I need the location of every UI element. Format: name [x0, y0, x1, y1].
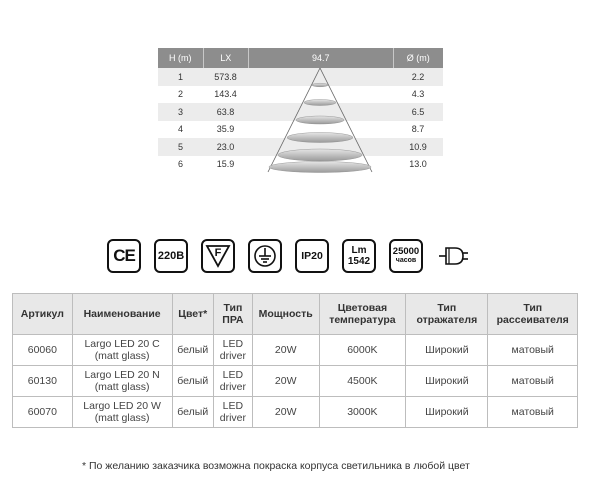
col-article: Артикул	[13, 294, 73, 335]
article-cell: 60070	[13, 397, 73, 428]
article-cell: 60060	[13, 335, 73, 366]
ground-icon	[248, 239, 282, 273]
f-mark-icon: F	[201, 239, 235, 273]
power-cell: 20W	[252, 366, 319, 397]
diameter-cell: 8.7	[411, 124, 425, 135]
color-cell: белый	[172, 397, 213, 428]
photometric-table	[158, 48, 443, 173]
temperature-cell: 6000K	[319, 335, 406, 366]
height-cell: 5	[177, 141, 183, 152]
col-power: Мощность	[252, 294, 319, 335]
photometric-row	[158, 156, 443, 174]
diameter-cell: 6.5	[411, 106, 425, 117]
col-reflector: Тип отражателя	[406, 294, 488, 335]
reflector-cell: Широкий	[406, 366, 488, 397]
lux-cell: 15.9	[216, 159, 235, 170]
diameter-cell: 10.9	[409, 141, 427, 152]
name-cell: Largo LED 20 C (matt glass)	[72, 335, 172, 366]
photometric-row	[158, 138, 443, 156]
header-angle: 94.7	[248, 48, 392, 68]
col-temperature: Цветовая температура	[319, 294, 406, 335]
table-row	[13, 335, 578, 366]
lux-cell: 143.4	[214, 89, 237, 100]
reflector-cell: Широкий	[406, 397, 488, 428]
color-cell: белый	[172, 366, 213, 397]
ip-rating-icon: IP20	[295, 239, 329, 273]
name-cell: Largo LED 20 W (matt glass)	[72, 397, 172, 428]
height-cell: 6	[177, 159, 183, 170]
table-header-row	[13, 294, 578, 335]
diffuser-cell: матовый	[488, 366, 578, 397]
diffuser-cell: матовый	[488, 397, 578, 428]
temperature-cell: 3000K	[319, 397, 406, 428]
lumen-icon: Lm 1542	[342, 239, 376, 273]
temperature-cell: 4500K	[319, 366, 406, 397]
lux-cell: 23.0	[216, 141, 235, 152]
header-height: H (m)	[169, 53, 192, 63]
photometric-body	[158, 68, 443, 173]
color-cell: белый	[172, 335, 213, 366]
col-name: Наименование	[72, 294, 172, 335]
diameter-cell: 13.0	[409, 159, 427, 170]
pra-cell: LED driver	[213, 366, 252, 397]
reflector-cell: Широкий	[406, 335, 488, 366]
article-cell: 60130	[13, 366, 73, 397]
col-pra: Тип ПРА	[213, 294, 252, 335]
diameter-cell: 2.2	[411, 71, 425, 82]
diameter-cell: 4.3	[411, 89, 425, 100]
ce-mark-icon: CE	[107, 239, 141, 273]
col-diffuser: Тип рассеивателя	[488, 294, 578, 335]
name-cell: Largo LED 20 N (matt glass)	[72, 366, 172, 397]
pra-cell: LED driver	[213, 397, 252, 428]
height-cell: 3	[177, 106, 183, 117]
pra-cell: LED driver	[213, 335, 252, 366]
plug-icon	[436, 239, 470, 273]
height-cell: 2	[177, 89, 183, 100]
photometric-row	[158, 103, 443, 121]
power-cell: 20W	[252, 335, 319, 366]
col-color: Цвет*	[172, 294, 213, 335]
table-row	[13, 397, 578, 428]
photometric-row	[158, 68, 443, 86]
power-cell: 20W	[252, 397, 319, 428]
header-lux: LX	[203, 48, 249, 68]
lux-cell: 35.9	[216, 124, 235, 135]
footnote: * По желанию заказчика возможна покраска корпуса светильника в любой цвет	[82, 460, 470, 472]
voltage-icon: 220В	[154, 239, 188, 273]
certification-icons	[107, 238, 470, 274]
photometric-header	[158, 48, 443, 68]
diffuser-cell: матовый	[488, 335, 578, 366]
lux-cell: 573.8	[214, 71, 237, 82]
photometric-row	[158, 121, 443, 139]
table-row	[13, 366, 578, 397]
height-cell: 1	[177, 71, 183, 82]
lux-cell: 63.8	[216, 106, 235, 117]
photometric-row	[158, 86, 443, 104]
lifetime-icon: 25000 часов	[389, 239, 423, 273]
header-diameter: Ø (m)	[393, 48, 443, 68]
height-cell: 4	[177, 124, 183, 135]
product-table	[12, 293, 578, 428]
